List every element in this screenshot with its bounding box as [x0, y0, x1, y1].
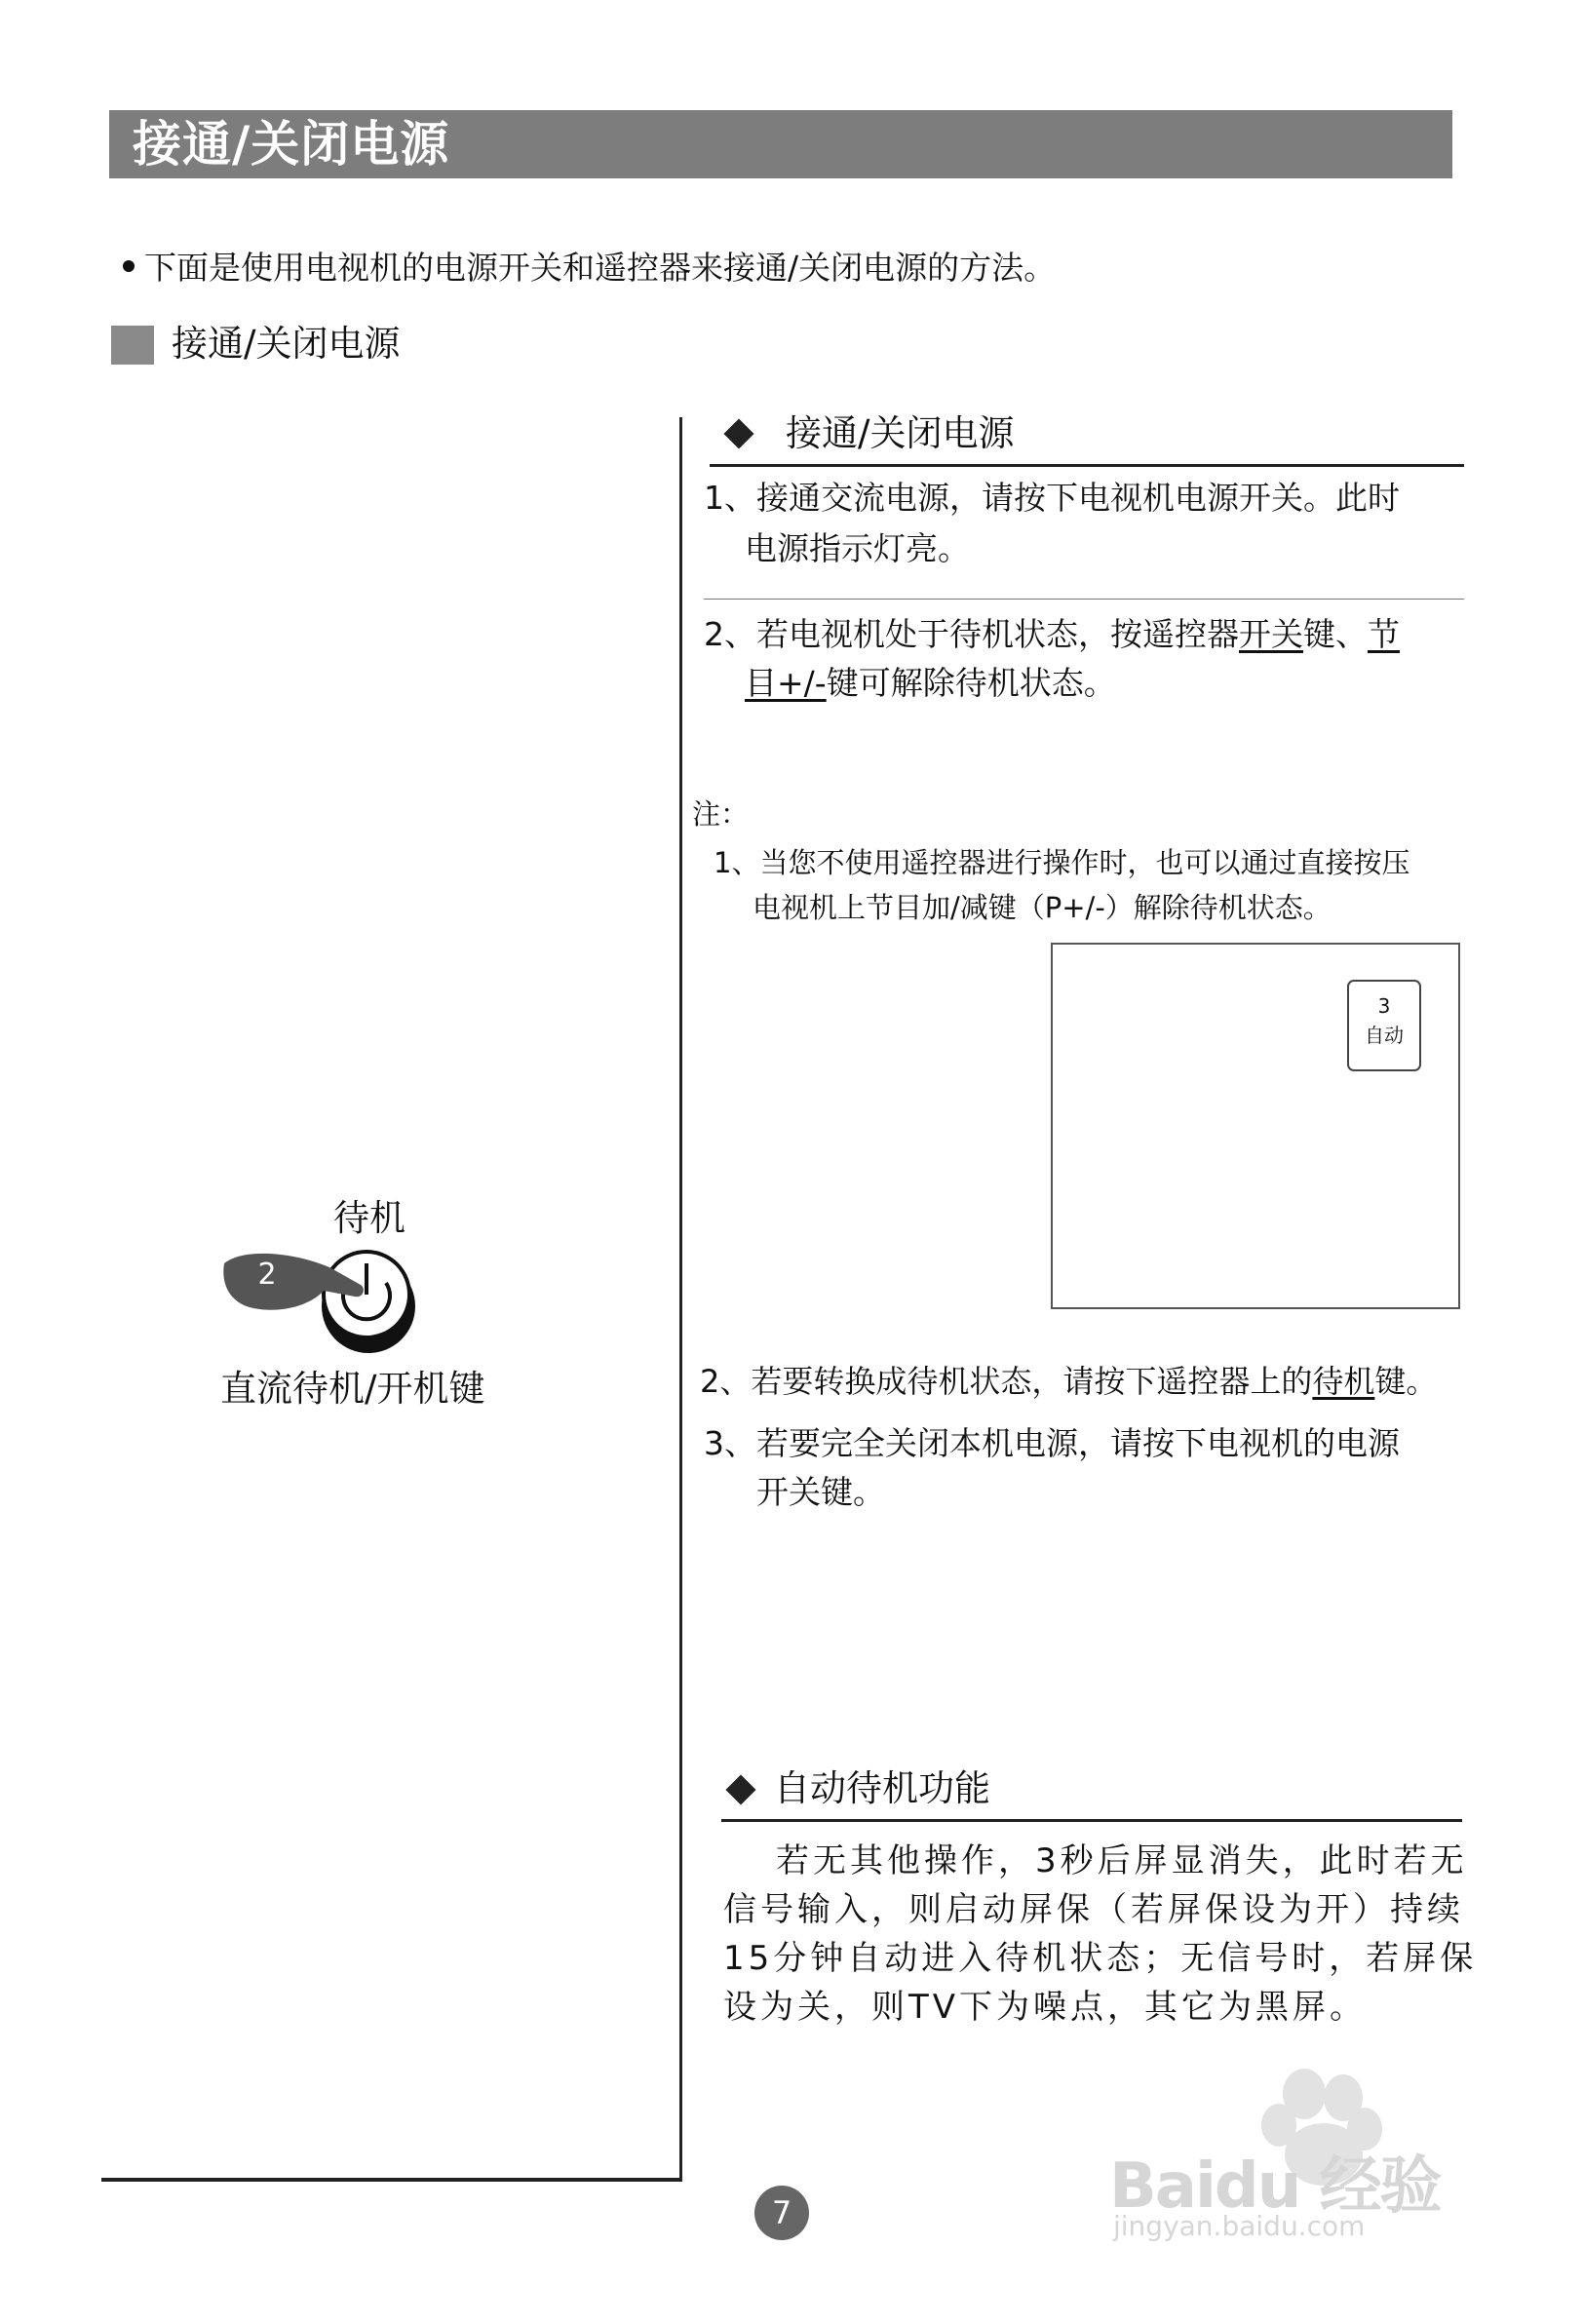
diamond-bullet-icon [723, 418, 753, 448]
note-line2: 电视机上节目加/减键（P+/-）解除待机状态。 [753, 891, 1332, 924]
auto-standby-rule [721, 1819, 1462, 1822]
auto-standby-line2: 信号输入，则启动屏保（若屏保设为开）持续 [723, 1890, 1464, 1929]
step-badge: 2 [257, 1258, 277, 1292]
osd-channel-number: 3 [1377, 994, 1391, 1018]
step2-line1 [704, 610, 1400, 659]
standby-key-ref: 待机 [1312, 1363, 1375, 1400]
section-square-icon [111, 326, 154, 365]
intro-paragraph [123, 246, 1056, 290]
intro-text: 下面是使用电视机的电源开关和遥控器来接通/关闭电源的方法。 [144, 249, 1057, 287]
program-key-ref-part1: 节 [1368, 615, 1400, 653]
standby-button-illustration [214, 1230, 429, 1357]
power-heading: 接通/关闭电源 [786, 412, 1015, 454]
step-separator [704, 599, 1464, 600]
step1-line1: 1、接通交流电源，请按下电视机电源开关。此时 [704, 479, 1400, 517]
bullet-icon [123, 260, 135, 272]
standby-step2 [700, 1357, 1437, 1406]
note-line1: 1、当您不使用遥控器进行操作时，也可以通过直接按压 [714, 846, 1410, 879]
page-title: 接通/关闭电源 [133, 116, 450, 173]
step2-mid: 键、 [1303, 615, 1368, 653]
standby-label: 待机 [333, 1197, 405, 1239]
bottom-rule [101, 2178, 682, 2182]
osd-mode: 自动 [1365, 1024, 1404, 1047]
diamond-bullet-icon [725, 1774, 755, 1804]
power-key-ref: 开关 [1239, 615, 1303, 653]
osd-channel-indicator [1347, 980, 1421, 1071]
auto-standby-line4: 设为关，则TV下为噪点，其它为黑屏。 [723, 1988, 1368, 2027]
auto-standby-heading: 自动待机功能 [774, 1767, 990, 1809]
section-title: 接通/关闭电源 [172, 323, 401, 365]
power-heading-rule [710, 464, 1464, 467]
standby-step2-suffix: 键。 [1374, 1363, 1438, 1400]
standby-step3-line1: 3、若要完全关闭本机电源，请按下电视机的电源 [704, 1424, 1400, 1462]
auto-standby-line1: 若无其他操作，3秒后屏显消失，此时若无 [776, 1841, 1468, 1880]
baidu-watermark-logo: Baidu 经验 jingyan.baidu.com [1109, 2065, 1499, 2240]
standby-step2-prefix: 2、若要转换成待机状态，请按下遥控器上的 [700, 1363, 1313, 1400]
tv-screen-illustration [1051, 943, 1460, 1309]
note-label: 注： [692, 797, 750, 831]
step1-line2: 电源指示灯亮。 [745, 529, 970, 567]
program-key-ref-part2: 目+/- [745, 664, 827, 702]
auto-standby-line3: 15分钟自动进入待机状态；无信号时，若屏保 [723, 1939, 1478, 1978]
title-bar [109, 110, 1452, 178]
standby-step3-line2: 开关键。 [756, 1473, 885, 1511]
page-number: 7 [754, 2186, 809, 2240]
column-divider [679, 417, 682, 2182]
step2-line2 [745, 659, 1116, 708]
step2-suffix: 键可解除待机状态。 [826, 664, 1116, 702]
step2-prefix: 2、若电视机处于待机状态，按遥控器 [704, 615, 1239, 653]
standby-caption: 直流待机/开机键 [220, 1368, 485, 1410]
